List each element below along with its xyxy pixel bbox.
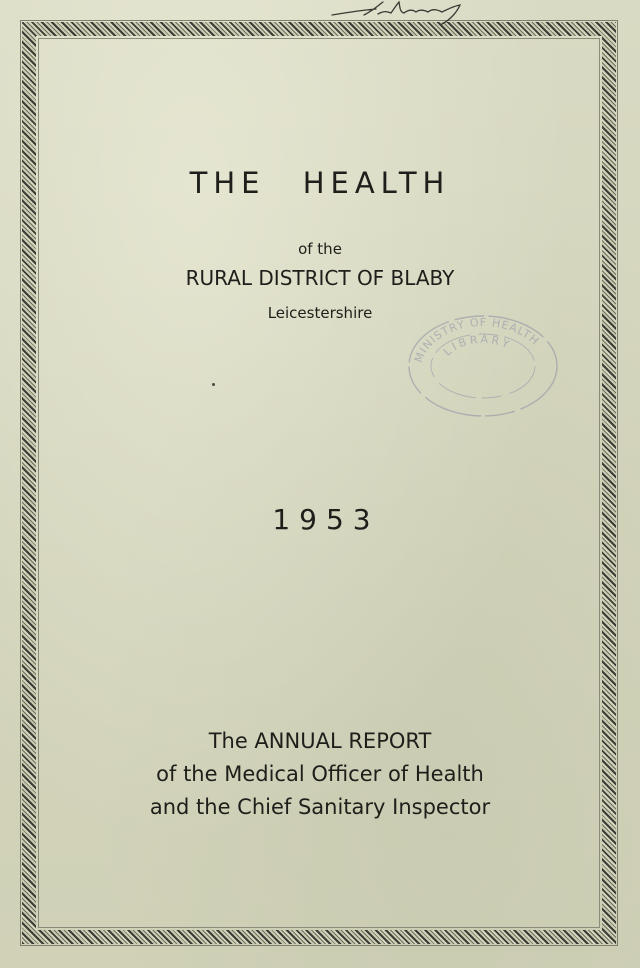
handwritten-signature (330, 0, 480, 26)
cover-title: THE HEALTH (189, 166, 451, 200)
report-year: 1953 (272, 503, 380, 536)
of-the-label: of the (298, 240, 342, 258)
svg-text:LIBRARY (441, 333, 514, 359)
stamp-center-text: LIBRARY (440, 332, 514, 359)
ministry-of-health-library-stamp (403, 308, 561, 420)
paper-speck (212, 383, 215, 386)
report-line-1: The ANNUAL REPORT (208, 729, 432, 753)
district-name: RURAL DISTRICT OF BLABY (185, 266, 455, 290)
report-line-2: of the Medical Officer of Health (156, 762, 484, 786)
stamp-arc-text: MINISTRY OF HEALTH (411, 315, 542, 365)
county-name: Leicestershire (267, 304, 373, 322)
report-line-3: and the Chief Sanitary Inspector (149, 795, 491, 819)
